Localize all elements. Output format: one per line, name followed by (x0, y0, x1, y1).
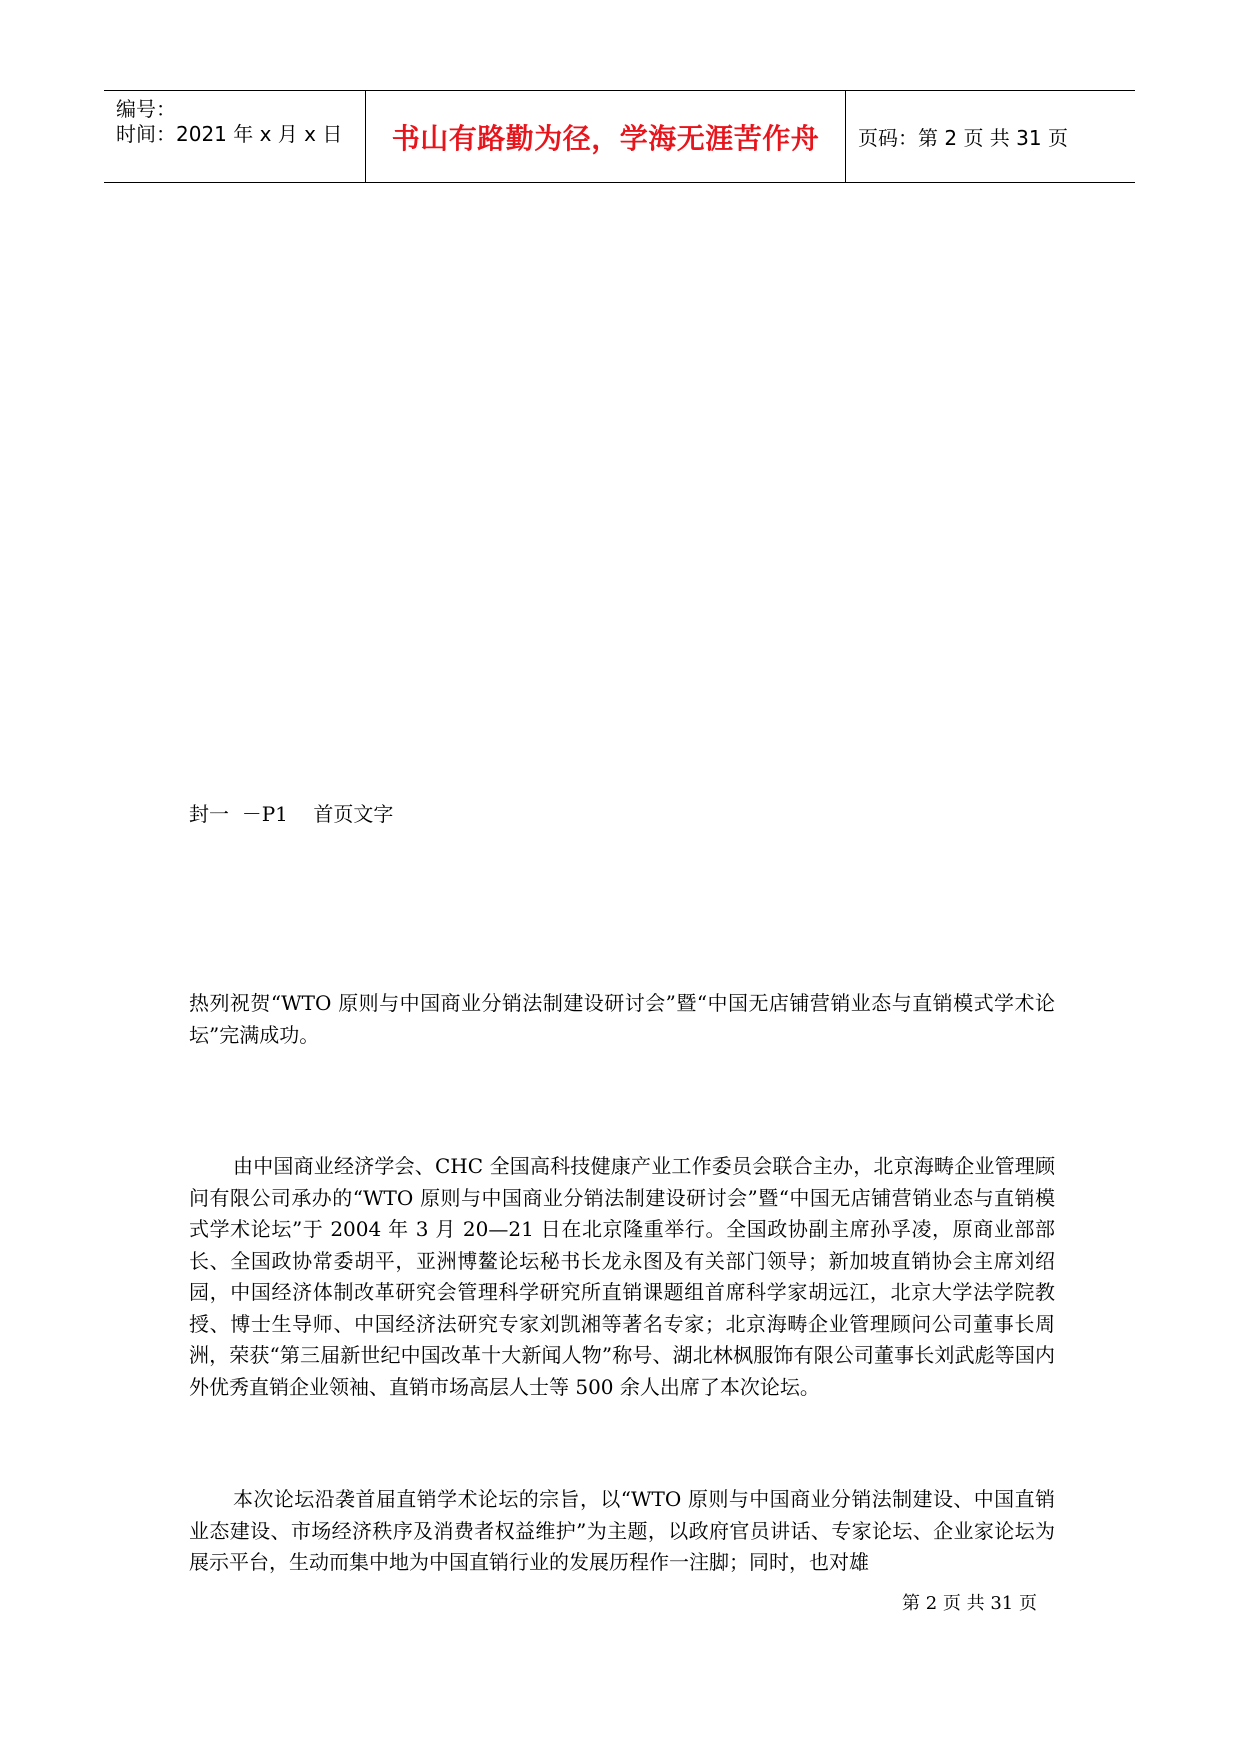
paragraph-body-1: 由中国商业经济学会、CHC 全国高科技健康产业工作委员会联合主办，北京海畴企业管理顾问有限公司承办的“WTO 原则与中国商业分销法制建设研讨会”暨“中国无店铺营销业态与直销模式学术论坛”于 2004 年 3 月 20—21 日在北京隆重举行。全国政协副主席孙孚凌，原商业部部长、全国政协常委胡平，亚洲博鳌论坛秘书长龙永图及有关部门领导；新加坡直销协会主席刘绍园，中国经济体制改革研究会管理科学研究所直销课题组首席科学家胡远江，北京大学法学院教授、博士生导师、中国经济法研究专家刘凯湘等著名专家；北京海畴企业管理顾问公司董事长周洲，荣获“第三届新世纪中国改革十大新闻人物”称号、湖北林枫服饰有限公司董事长刘武彪等国内外优秀直销企业领袖、直销市场高层人士等 500 余人出席了本次论坛。 (189, 1154, 1055, 1399)
header-motto: 书山有路勤为径，学海无涯苦作舟 (366, 91, 846, 182)
time-label: 时间：2021 年 x 月 x 日 (116, 122, 343, 146)
page-footer: 第 2 页 共 31 页 (902, 1593, 1037, 1614)
header-meta (104, 91, 366, 182)
header-page-label: 页码：第 2 页 共 31 页 (858, 126, 1068, 150)
page-header (104, 90, 1135, 183)
paragraph-body-2: 本次论坛沿袭首届直销学术论坛的宗旨，以“WTO 原则与中国商业分销法制建设、中国直销业态建设、市场经济秩序及消费者权益维护”为主题，以政府官员讲话、专家论坛、企业家论坛为展示平台，生动而集中地为中国直销行业的发展历程作一注脚；同时，也对雄 (189, 1487, 1055, 1574)
paragraph-congratulation: 热列祝贺“WTO 原则与中国商业分销法制建设研讨会”暨“中国无店铺营销业态与直销模式学术论坛”完满成功。 (189, 991, 1055, 1047)
section-label: 封一 －P1 首页文字 (189, 802, 394, 826)
code-label: 编号： (116, 97, 176, 121)
